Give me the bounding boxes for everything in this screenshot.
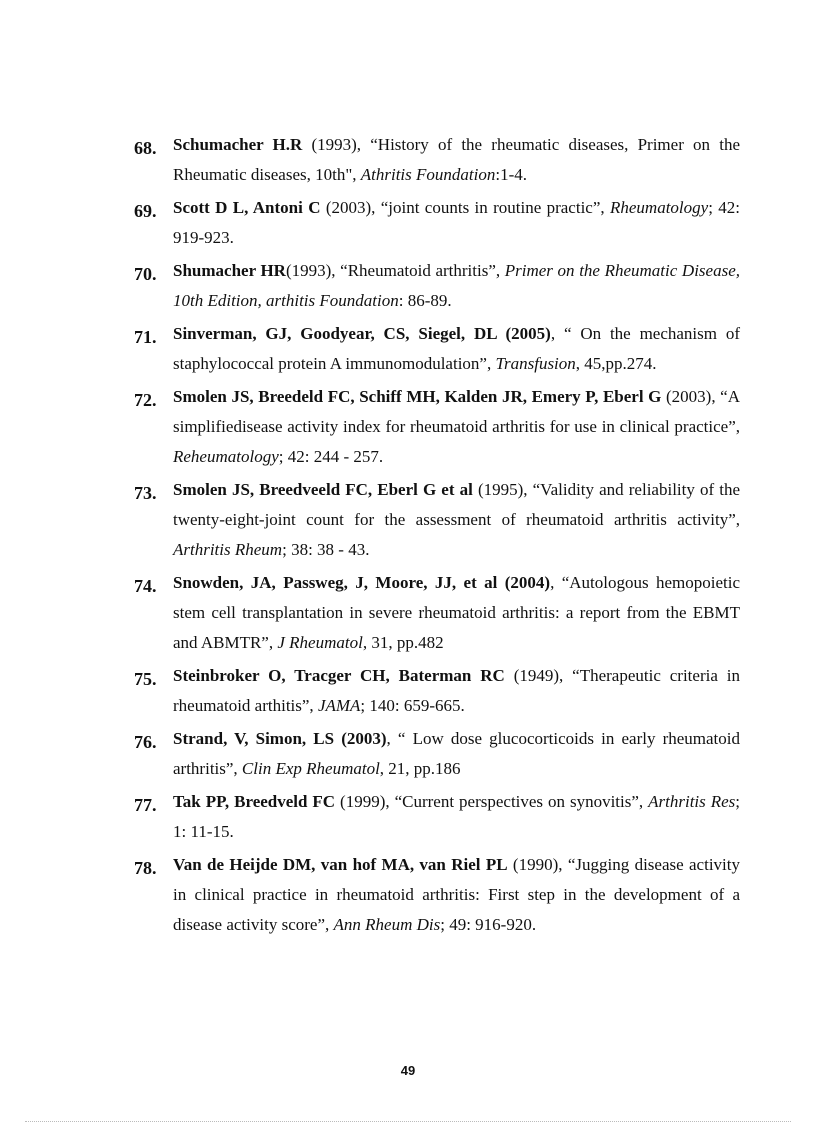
reference-details: ; 42: 919-923. [173,198,740,247]
reference-year: (2003), [661,387,721,406]
reference-details: : 86-89. [398,291,452,310]
reference-authors: Van de Heijde DM, van hof MA, van Riel PL [173,855,508,874]
reference-details: , 21, pp.186 [379,759,461,778]
reference-journal: Athritis Foundation [360,165,496,184]
page-bottom-divider [25,1121,791,1122]
reference-details: ; 38: 38 - 43. [282,540,370,559]
reference-journal: Reheumatology [173,447,279,466]
reference-number: 73. [134,483,157,503]
reference-title: “ On the mechanism of staphylococcal protein A immunomodulation”, [173,324,740,373]
reference-authors: Tak PP, Breedveld FC [173,792,336,811]
reference-number: 78. [134,858,157,878]
reference-details: ; 49: 916-920. [440,915,537,934]
reference-details: :1-4. [495,165,527,184]
reference-authors: Sinverman, GJ, Goodyear, CS, Siegel, DL (2005) [173,324,551,343]
reference-journal: Ann Rheum Dis [333,915,441,934]
reference-number: 71. [134,327,157,347]
reference-authors: Snowden, JA, Passweg, J, Moore, JJ, et al (2004) [173,573,551,592]
reference-authors: Steinbroker O, Tracger CH, Baterman RC [173,666,505,685]
page-number: 49 [400,1063,416,1078]
reference-journal: J Rheumatol [277,633,363,652]
reference-title: “joint counts in routine practic”, [380,198,610,217]
reference-title: “Validity and reliability of the twenty-eight-joint count for the assessment of rheumatoid arthritis activity”, [173,480,741,529]
reference-number: 75. [134,669,157,689]
reference-year: , [550,324,564,343]
reference-list [134,130,740,943]
reference-authors: Smolen JS, Breedeld FC, Schiff MH, Kalden JR, Emery P, Eberl G [173,387,662,406]
reference-item [134,661,740,721]
reference-details: ; 140: 659-665. [360,696,465,715]
reference-number: 77. [134,795,157,815]
reference-title: “Rheumatoid arthritis”, [340,261,505,280]
reference-title: “A simplifiedisease activity index for rheumatoid arthritis for use in clinical practice”, [173,387,740,436]
reference-item [134,256,740,316]
reference-year: (1995), [472,480,533,499]
reference-authors: Strand, V, Simon, LS (2003) [173,729,387,748]
reference-item [134,382,740,472]
reference-details: ; 1: 11-15. [173,792,741,841]
reference-authors: Shumacher HR [173,261,286,280]
reference-journal: Transfusion [495,354,576,373]
reference-number: 69. [134,201,157,221]
reference-year: , [386,729,398,748]
reference-journal: Arthritis Rheum [173,540,283,559]
reference-year: (1993), [302,135,371,154]
reference-journal: Arthritis Res [648,792,736,811]
reference-number: 72. [134,390,157,410]
reference-item [134,193,740,253]
reference-details: ; 42: 244 - 257. [278,447,384,466]
reference-item [134,319,740,379]
reference-authors: Scott D L, Antoni C [173,198,321,217]
reference-journal: JAMA [317,696,361,715]
reference-item [134,724,740,784]
reference-number: 74. [134,576,157,596]
reference-year: (1999), [335,792,395,811]
reference-item [134,475,740,565]
reference-journal: Primer on the Rheumatic Disease, 10th Edition, arthitis Foundation [173,261,741,310]
reference-details: , 45,pp.274. [575,354,657,373]
reference-item [134,130,740,190]
reference-item [134,850,740,940]
reference-title: “Jugging disease activity in clinical practice in rheumatoid arthritis: First step in the development of a disease activity score”, [173,855,740,934]
reference-title: “History of the rheumatic diseases, Primer on the Rheumatic diseases, 10th", [173,135,740,184]
reference-authors: Schumacher H.R [173,135,303,154]
reference-details: , 31, pp.482 [362,633,444,652]
reference-year: (1993), [285,261,341,280]
reference-title: “Current perspectives on synovitis”, [394,792,649,811]
reference-number: 68. [134,138,157,158]
reference-year: (1949), [504,666,573,685]
reference-number: 70. [134,264,157,284]
reference-title: “Therapeutic criteria in rheumatoid arthitis”, [173,666,740,715]
reference-journal: Clin Exp Rheumatol [241,759,380,778]
reference-year: (1990), [507,855,568,874]
reference-item [134,568,740,658]
reference-title: “Autologous hemopoietic stem cell transplantation in severe rheumatoid arthritis: a report from the EBMT and ABMTR”, [173,573,741,652]
reference-authors: Smolen JS, Breedveeld FC, Eberl G et al [173,480,473,499]
reference-item [134,787,740,847]
reference-journal: Rheumatology [610,198,709,217]
reference-number: 76. [134,732,157,752]
reference-year: (2003), [320,198,381,217]
reference-year: , [550,573,562,592]
reference-title: “ Low dose glucocorticoids in early rheumatoid arthritis”, [173,729,740,778]
